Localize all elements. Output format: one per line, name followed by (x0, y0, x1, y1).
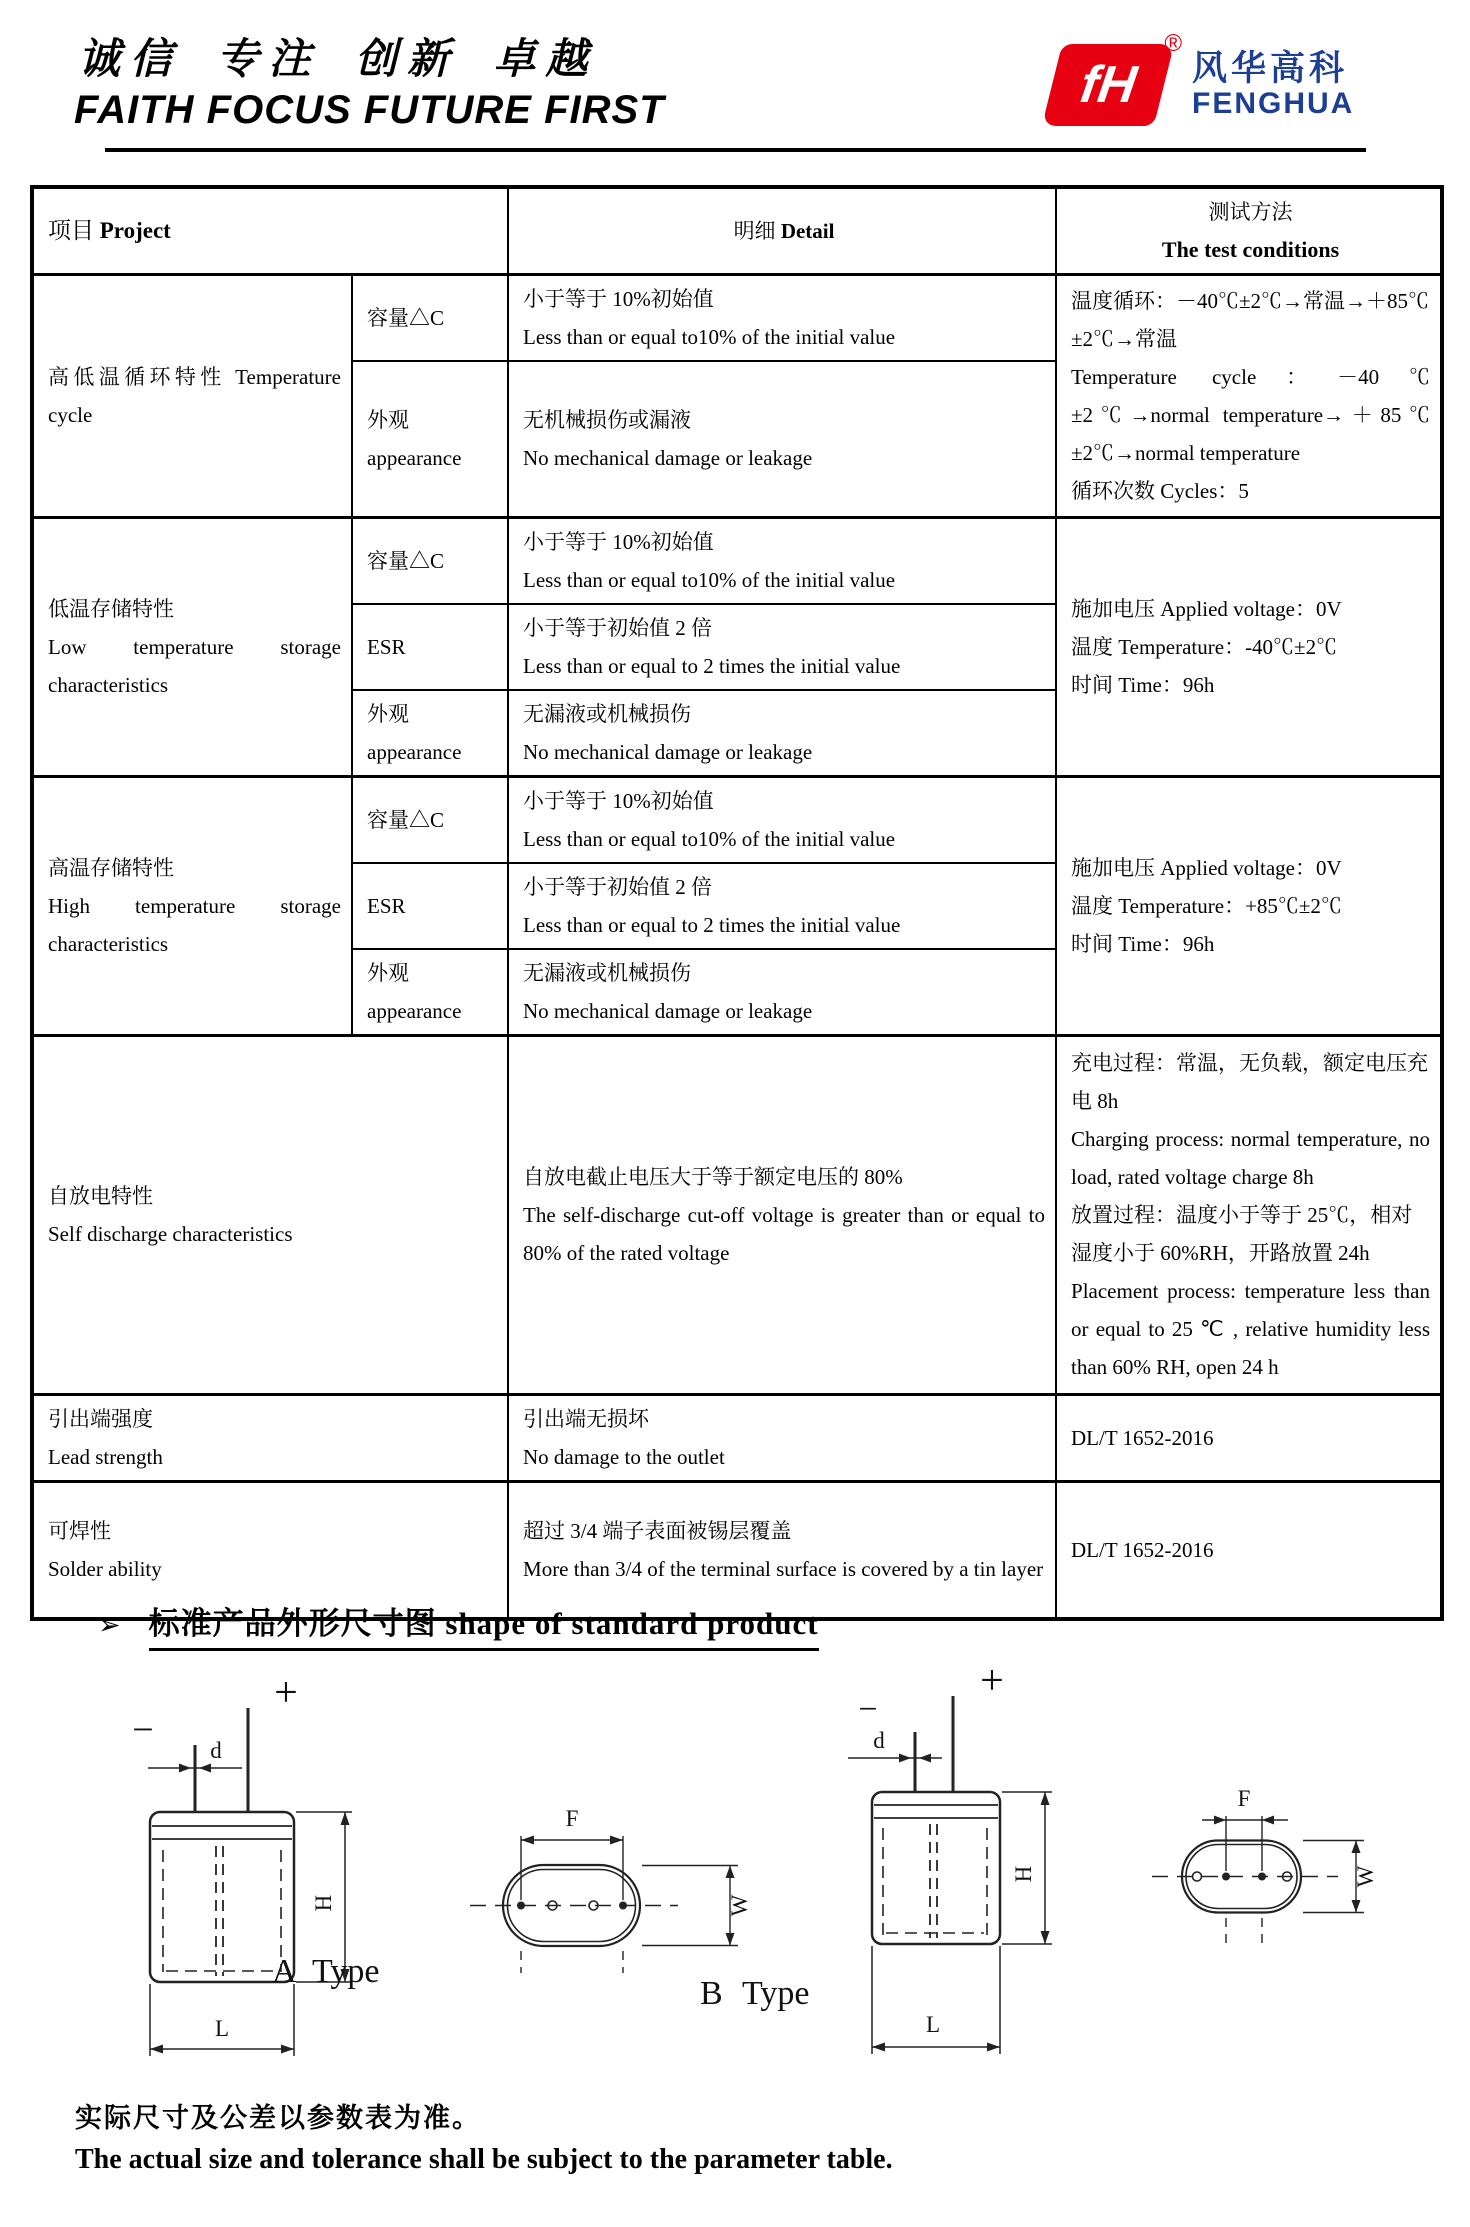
a-type-label: A (272, 1953, 297, 1990)
condition-line: 充电过程：常温，无负载，额定电压充电 8h (1071, 1050, 1429, 1113)
condition-line: 温度循环：－40℃±2℃→常温→＋85℃±2℃→常温 (1071, 288, 1430, 351)
subitem-zh: 外观 (367, 960, 409, 985)
detail-cell (508, 604, 1056, 690)
detail-cell (508, 776, 1056, 863)
registered-trademark-icon: ® (1164, 30, 1182, 57)
condition-line: Temperature cycle：－40℃±2℃→normal temperature→＋85℃±2℃→normal temperature (1071, 364, 1431, 465)
project-cell: 高低温循环特性 Temperature cycle (32, 275, 352, 518)
project-zh: 高温存储特性 (48, 855, 174, 880)
condition-line: 循环次数 Cycles：5 (1071, 478, 1249, 503)
project-cell (32, 1394, 508, 1481)
detail-zh: 小于等于 10%初始值 (523, 788, 714, 813)
polarity-minus-label: − (132, 1709, 154, 1751)
detail-cell (508, 1394, 1056, 1481)
detail-cell (508, 275, 1056, 362)
dim-label-F: F (565, 1806, 579, 1831)
subitem-en: appearance (367, 998, 462, 1023)
detail-zh: 自放电截止电压大于等于额定电压的 80% (523, 1164, 903, 1189)
header-project-en: Project (99, 218, 171, 243)
condition-line: 时间 Time：96h (1071, 931, 1215, 956)
header-project-cell (32, 187, 508, 275)
footer-note-english: The actual size and tolerance shall be subject to the parameter table. (75, 2144, 893, 2175)
polarity-minus-label: − (858, 1691, 878, 1728)
slogan-english: FAITH FOCUS FUTURE FIRST (74, 88, 665, 132)
dim-label-H: H (1011, 1865, 1036, 1883)
project-zh: 引出端强度 (48, 1406, 153, 1431)
arrow-bullet-icon: ➢ (98, 1610, 121, 1640)
b-type-top-view (1152, 1816, 1364, 1945)
b-type-word: Type (742, 1975, 810, 2012)
project-en: High temperature storage characteristics (48, 893, 341, 956)
dim-label-d: d (873, 1728, 885, 1753)
subitem-en: appearance (367, 739, 462, 764)
header-detail-cell (508, 187, 1056, 275)
header-conditions-zh: 测试方法 (1208, 200, 1293, 224)
logo-name-english: FENGHUA (1192, 86, 1355, 120)
detail-en: No mechanical damage or leakage (523, 445, 813, 470)
project-en: Self discharge characteristics (48, 1221, 293, 1246)
a-type-front-view (148, 1708, 352, 2056)
detail-zh: 无机械损伤或漏液 (523, 407, 692, 432)
detail-en: Less than or equal to 2 times the initial value (523, 912, 901, 937)
dim-label-L: L (925, 2012, 941, 2037)
detail-en: Less than or equal to10% of the initial value (523, 567, 896, 592)
condition-line: 时间 Time：96h (1071, 672, 1215, 697)
b-type-label: B (700, 1975, 723, 2012)
subitem-cell: ESR (352, 863, 508, 949)
logo-red-mark (1042, 44, 1174, 126)
header-divider (105, 148, 1366, 152)
conditions-cell: DL/T 1652-2016 (1056, 1394, 1442, 1481)
row-high-temp-capacity (32, 776, 1442, 863)
shape-diagram-svg (30, 1660, 1440, 2090)
detail-en: No damage to the outlet (523, 1444, 725, 1469)
header-detail-zh: 明细 (733, 219, 776, 243)
condition-line: 温度 Temperature：-40℃±2℃ (1071, 634, 1338, 659)
subitem-cell: 容量△C (352, 517, 508, 604)
detail-zh: 小于等于 10%初始值 (523, 287, 714, 311)
detail-en: No mechanical damage or leakage (523, 739, 813, 764)
project-zh: 可焊性 (48, 1518, 111, 1543)
detail-zh: 超过 3/4 端子表面被锡层覆盖 (523, 1518, 792, 1543)
detail-cell (508, 949, 1056, 1036)
project-zh: 低温存储特性 (48, 596, 174, 621)
fenghua-logo-icon (1046, 30, 1182, 128)
header-conditions-en: The test conditions (1161, 237, 1340, 262)
condition-line: 施加电压 Applied voltage：0V (1071, 855, 1342, 880)
dim-label-d: d (210, 1738, 222, 1763)
subitem-cell (352, 949, 508, 1036)
conditions-cell (1056, 517, 1442, 776)
detail-zh: 无漏液或机械损伤 (523, 701, 692, 726)
polarity-plus-label: + (980, 1660, 1004, 1704)
project-cell (32, 776, 352, 1035)
detail-en: Less than or equal to 2 times the initial value (523, 653, 901, 678)
section-heading (98, 1598, 819, 1651)
section-title: 标准产品外形尺寸图 shape of standard product (149, 1598, 819, 1651)
row-low-temp-capacity (32, 517, 1442, 604)
dim-label-F: F (1237, 1786, 1251, 1811)
condition-line: 施加电压 Applied voltage：0V (1071, 596, 1342, 621)
dim-label-L: L (214, 2016, 230, 2041)
header-conditions-cell (1056, 187, 1442, 275)
row-self-discharge (32, 1035, 1442, 1394)
detail-zh: 小于等于初始值 2 倍 (523, 615, 713, 640)
detail-cell (508, 361, 1056, 517)
condition-line: 温度 Temperature：+85℃±2℃ (1071, 893, 1342, 918)
condition-line: Charging process: normal temperature, no load, rated voltage charge 8h (1071, 1126, 1431, 1189)
detail-zh: 小于等于 10%初始值 (523, 529, 714, 554)
dim-label-W: W (1353, 1865, 1378, 1888)
detail-en: Less than or equal to10% of the initial value (523, 325, 896, 349)
project-zh: 自放电特性 (48, 1183, 153, 1208)
subitem-cell (352, 361, 508, 517)
subitem-cell: 容量△C (352, 275, 508, 362)
logo-name-chinese: 风华高科 (1192, 48, 1349, 88)
detail-cell (508, 1035, 1056, 1394)
subitem-cell: ESR (352, 604, 508, 690)
detail-cell (508, 690, 1056, 777)
detail-cell (508, 863, 1056, 949)
detail-en: Less than or equal to10% of the initial value (523, 826, 896, 851)
a-type-word: Type (312, 1953, 380, 1990)
detail-en: No mechanical damage or leakage (523, 998, 813, 1023)
project-en: Low temperature storage characteristics (48, 634, 341, 697)
project-cell (32, 1035, 508, 1394)
condition-line: 放置过程：温度小于等于 25℃，相对湿度小于 60%RH，开路放置 24h (1071, 1202, 1413, 1265)
fenghua-logo (1046, 30, 1355, 128)
row-temperature-cycle-capacity (32, 275, 1442, 362)
header-project-zh: 项目 (48, 218, 94, 243)
dim-label-H: H (311, 1894, 336, 1912)
detail-zh: 引出端无损坏 (523, 1406, 650, 1431)
subitem-zh: 外观 (367, 701, 409, 726)
project-cell (32, 517, 352, 776)
condition-line: Placement process: temperature less than or equal to 25 ℃ , relative humidity less than 60% RH, open 24 h (1071, 1278, 1431, 1379)
polarity-plus-label: + (274, 1670, 298, 1716)
dim-label-W: W (727, 1894, 752, 1917)
footer-note-chinese: 实际尺寸及公差以参数表为准。 (75, 2103, 481, 2133)
row-lead-strength (32, 1394, 1442, 1481)
detail-zh: 无漏液或机械损伤 (523, 960, 692, 985)
detail-en: More than 3/4 of the terminal surface is covered by a tin layer (523, 1556, 1044, 1581)
conditions-cell (1056, 776, 1442, 1035)
conditions-cell (1056, 1035, 1442, 1394)
a-type-top-view (470, 1836, 738, 1974)
detail-en: The self-discharge cut-off voltage is greater than or equal to 80% of the rated voltage (523, 1202, 1046, 1265)
subitem-cell: 容量△C (352, 776, 508, 863)
logo-text (1192, 50, 1354, 120)
header-detail-en: Detail (780, 219, 835, 243)
spec-table (30, 185, 1444, 1621)
slogan-chinese: 诚信 专注 创新 卓越 (78, 37, 598, 83)
detail-cell (508, 517, 1056, 604)
project-en: Lead strength (48, 1444, 163, 1469)
table-header-row (32, 187, 1442, 275)
subitem-cell (352, 690, 508, 777)
detail-zh: 小于等于初始值 2 倍 (523, 874, 713, 899)
conditions-cell (1056, 275, 1442, 518)
subitem-en: appearance (367, 445, 462, 470)
subitem-zh: 外观 (367, 407, 409, 432)
project-en: Solder ability (48, 1556, 162, 1581)
conditions-cell: DL/T 1652-2016 (1056, 1481, 1442, 1619)
logo-mark-letters: fH (1076, 56, 1140, 114)
